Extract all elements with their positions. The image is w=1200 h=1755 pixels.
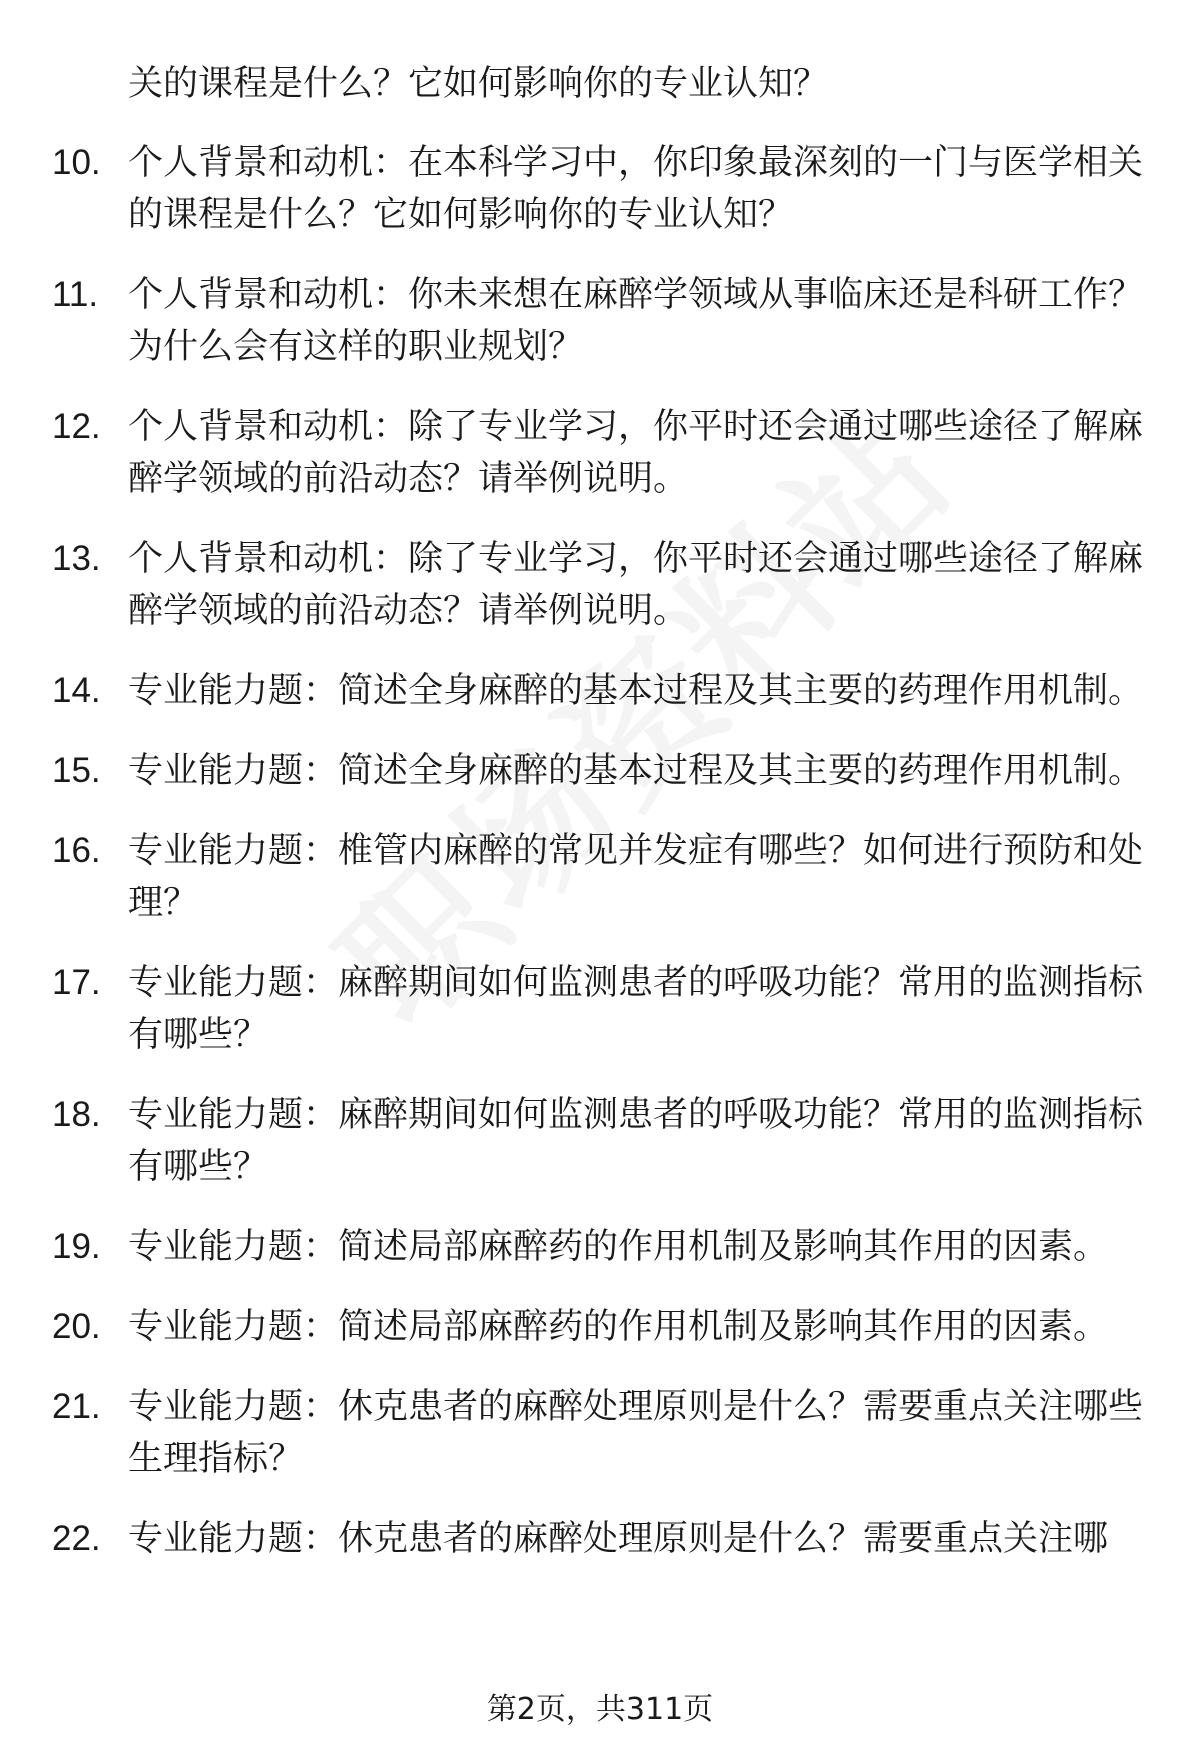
question-number: 14. <box>52 671 101 710</box>
question-number: 19. <box>52 1227 101 1266</box>
question-number: 13. <box>52 539 101 578</box>
question-text: 专业能力题：简述局部麻醉药的作用机制及影响其作用的因素。 <box>128 1307 1109 1347</box>
question-text: 专业能力题：椎管内麻醉的常见并发症有哪些？如何进行预防和处理？ <box>128 831 1144 923</box>
question-item <box>0 665 1148 717</box>
question-text: 专业能力题：麻醉期间如何监测患者的呼吸功能？常用的监测指标有哪些？ <box>128 963 1144 1055</box>
question-item <box>0 1381 1148 1485</box>
question-text: 专业能力题：简述全身麻醉的基本过程及其主要的药理作用机制。 <box>128 751 1144 791</box>
question-number: 18. <box>52 1095 101 1134</box>
question-number: 15. <box>52 751 101 790</box>
question-text: 专业能力题：简述局部麻醉药的作用机制及影响其作用的因素。 <box>128 1227 1109 1267</box>
question-text: 专业能力题：休克患者的麻醉处理原则是什么？需要重点关注哪 <box>128 1519 1109 1559</box>
question-text: 个人背景和动机：除了专业学习，你平时还会通过哪些途径了解麻醉学领域的前沿动态？请举例说明。 <box>128 407 1144 499</box>
question-item <box>0 825 1148 929</box>
question-number: 11. <box>52 275 99 314</box>
question-item <box>0 1089 1148 1193</box>
question-item <box>0 401 1148 505</box>
question-number: 16. <box>52 831 101 870</box>
question-item <box>0 1513 1148 1565</box>
continued-question-text: 关的课程是什么？它如何影响你的专业认知？ <box>128 64 829 104</box>
page-footer: 第2页，共311页 <box>486 1692 714 1727</box>
question-text: 专业能力题：简述全身麻醉的基本过程及其主要的药理作用机制。 <box>128 671 1144 711</box>
question-text: 个人背景和动机：除了专业学习，你平时还会通过哪些途径了解麻醉学领域的前沿动态？请举例说明。 <box>128 539 1144 631</box>
question-number: 17. <box>52 963 101 1002</box>
question-item <box>0 745 1148 797</box>
question-item <box>0 1221 1148 1273</box>
question-item <box>0 957 1148 1061</box>
question-item <box>0 269 1148 373</box>
question-text: 专业能力题：休克患者的麻醉处理原则是什么？需要重点关注哪些生理指标？ <box>128 1387 1144 1479</box>
question-item <box>0 1301 1148 1353</box>
question-number: 10. <box>52 143 101 182</box>
question-text: 个人背景和动机：在本科学习中，你印象最深刻的一门与医学相关的课程是什么？它如何影响你的专业认知？ <box>128 143 1144 235</box>
question-item <box>0 533 1148 637</box>
question-number: 21. <box>52 1387 101 1426</box>
question-number: 20. <box>52 1307 101 1346</box>
question-number: 22. <box>52 1519 101 1558</box>
question-text: 个人背景和动机：你未来想在麻醉学领域从事临床还是科研工作？为什么会有这样的职业规划？ <box>128 275 1144 367</box>
question-number: 12. <box>52 407 101 446</box>
question-item <box>0 137 1148 241</box>
question-list <box>0 137 1200 1593</box>
question-text: 专业能力题：麻醉期间如何监测患者的呼吸功能？常用的监测指标有哪些？ <box>128 1095 1144 1187</box>
